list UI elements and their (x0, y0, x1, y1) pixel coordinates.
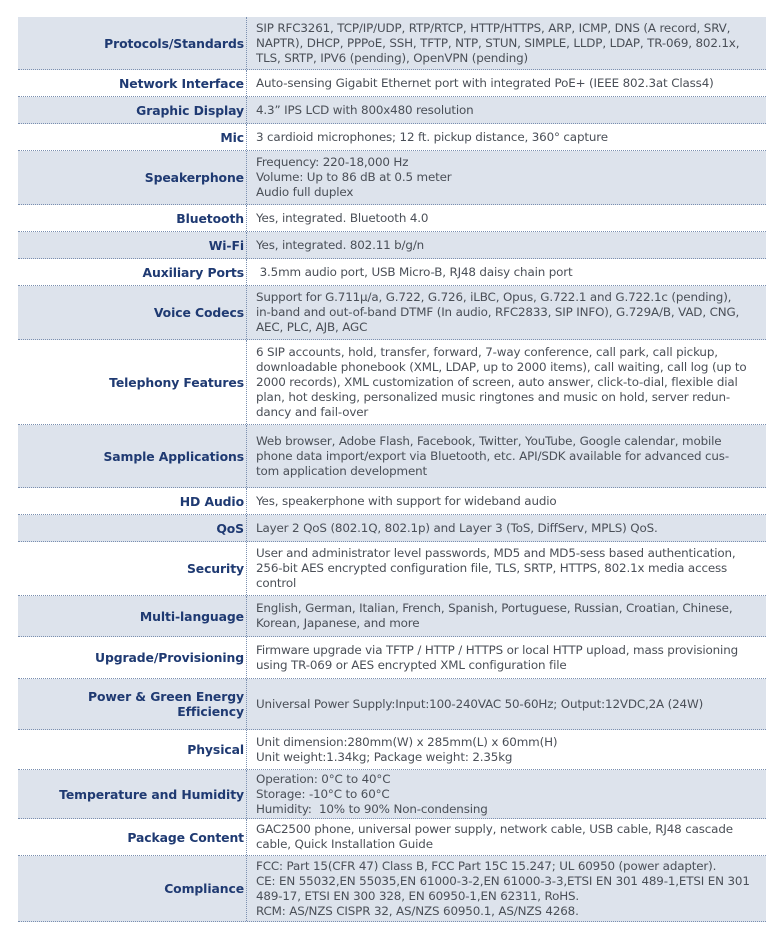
spec-value-line: 3 cardioid microphones; 12 ft. pickup distance, 360° capture (256, 129, 608, 144)
spec-row (18, 425, 766, 488)
spec-value-line: AEC, PLC, AJB, AGC (256, 320, 368, 334)
spec-value-line: Operation: 0°C to 40°C (256, 771, 391, 786)
spec-value (247, 70, 766, 96)
spec-value-line: Support for G.711µ/a, G.722, G.726, iLBC, Opus, G.722.1 and G.722.1c (pending), (256, 290, 732, 304)
spec-value-line: FCC: Part 15(CFR 47) Class B, FCC Part 15C 15.247; UL 60950 (power adapter). (256, 858, 717, 873)
spec-value-line: Unit weight:1.34kg; Package weight: 2.35kg (256, 749, 513, 764)
spec-value-line: in-band and out-of-band DTMF (In audio, RFC2833, SIP INFO), G.729A/B, VAD, CNG, (256, 305, 740, 319)
spec-value (247, 97, 766, 123)
spec-label: Protocols/Standards (18, 17, 247, 69)
spec-row (18, 856, 766, 922)
spec-row (18, 637, 766, 679)
spec-value-line: Auto-sensing Gigabit Ethernet port with integrated PoE+ (IEEE 802.3at Class4) (256, 75, 714, 90)
spec-row (18, 770, 766, 819)
spec-value-line: cable, Quick Installation Guide (256, 837, 433, 851)
spec-value (247, 286, 766, 339)
spec-value-line: tom application development (256, 463, 428, 478)
spec-label: Security (18, 542, 247, 595)
spec-row (18, 596, 766, 637)
spec-value (247, 259, 766, 285)
spec-row (18, 542, 766, 596)
spec-label: Compliance (18, 856, 247, 921)
spec-row (18, 151, 766, 205)
spec-row (18, 70, 766, 97)
spec-label: Bluetooth (18, 205, 247, 231)
spec-label: Mic (18, 124, 247, 150)
spec-value-line: control (256, 576, 297, 590)
spec-value (247, 819, 766, 855)
spec-value-line: 4.3” IPS LCD with 800x480 resolution (256, 102, 474, 117)
spec-value-line: Firmware upgrade via TFTP / HTTP / HTTPS or local HTTP upload, mass provisioning (256, 642, 738, 657)
spec-value-line: English, German, Italian, French, Spanish, Portuguese, Russian, Croatian, Chinese, (256, 601, 733, 615)
spec-table (18, 17, 766, 922)
spec-value (247, 124, 766, 150)
spec-label: Power & Green Energy Efficiency (18, 679, 247, 729)
spec-label: Auxiliary Ports (18, 259, 247, 285)
spec-value-line: Universal Power Supply:Input:100-240VAC 50-60Hz; Output:12VDC,2A (24W) (256, 696, 704, 711)
spec-value-line: User and administrator level passwords, MD5 and MD5-sess based authentication, (256, 546, 736, 560)
spec-value (247, 679, 766, 729)
spec-value-line: Humidity: 10% to 90% Non-condensing (256, 801, 488, 816)
spec-label: QoS (18, 515, 247, 541)
spec-value (247, 770, 766, 818)
spec-row (18, 488, 766, 515)
spec-value-line: CE: EN 55032,EN 55035,EN 61000-3-2,EN 61000-3-3,ETSI EN 301 489-1,ETSI EN 301 (256, 873, 750, 888)
spec-value (247, 205, 766, 231)
spec-value-line: Audio full duplex (256, 185, 354, 199)
spec-label: Wi-Fi (18, 232, 247, 258)
spec-value-line: NAPTR), DHCP, PPPoE, SSH, TFTP, NTP, STUN, SIMPLE, LLDP, LDAP, TR-069, 802.1x, (256, 35, 740, 50)
spec-row (18, 286, 766, 340)
spec-label: Network Interface (18, 70, 247, 96)
spec-value-line: TLS, SRTP, IPV6 (pending), OpenVPN (pending) (256, 50, 529, 65)
spec-row (18, 819, 766, 856)
spec-value-line: SIP RFC3261, TCP/IP/UDP, RTP/RTCP, HTTP/HTTPS, ARP, ICMP, DNS (A record, SRV, (256, 20, 731, 35)
spec-value-line: 256-bit AES encrypted configuration file, TLS, SRTP, HTTPS, 802.1x media access (256, 561, 728, 575)
spec-value (247, 856, 766, 921)
spec-row (18, 205, 766, 232)
spec-row (18, 232, 766, 259)
spec-value-line: RCM: AS/NZS CISPR 32, AS/NZS 60950.1, AS/NZS 4268. (256, 903, 579, 918)
spec-label: Speakerphone (18, 151, 247, 204)
spec-value-line: Frequency: 220-18,000 Hz (256, 155, 409, 169)
spec-value-line: Storage: -10°C to 60°C (256, 786, 390, 801)
spec-row (18, 340, 766, 425)
spec-value (247, 542, 766, 595)
spec-value-line: 489-17, ETSI EN 300 328, EN 60950-1,EN 62311, RoHS. (256, 888, 580, 903)
spec-label: Voice Codecs (18, 286, 247, 339)
spec-value-line: 3.5mm audio port, USB Micro-B, RJ48 daisy chain port (256, 264, 573, 279)
spec-label: Multi-language (18, 596, 247, 636)
spec-value (247, 232, 766, 258)
spec-value (247, 17, 766, 69)
spec-value-line: GAC2500 phone, universal power supply, network cable, USB cable, RJ48 cascade (256, 822, 733, 836)
spec-value-line: Yes, integrated. 802.11 b/g/n (256, 237, 425, 252)
spec-value (247, 340, 766, 424)
spec-value-line: Yes, integrated. Bluetooth 4.0 (256, 210, 429, 225)
spec-value (247, 637, 766, 678)
spec-value-line: phone data import/export via Bluetooth, etc. API/SDK available for advanced cus- (256, 448, 729, 463)
spec-value-line: Layer 2 QoS (802.1Q, 802.1p) and Layer 3 (ToS, DiffServ, MPLS) QoS. (256, 520, 658, 535)
spec-label: Physical (18, 730, 247, 769)
spec-label: Graphic Display (18, 97, 247, 123)
spec-row (18, 124, 766, 151)
spec-row (18, 679, 766, 730)
spec-value (247, 151, 766, 204)
spec-value-line: Unit dimension:280mm(W) x 285mm(L) x 60mm(H) (256, 734, 558, 749)
spec-value-line: plan, hot desking, personalized music ringtones and music on hold, server redun- (256, 389, 731, 404)
spec-label: Temperature and Humidity (18, 770, 247, 818)
spec-label: Package Content (18, 819, 247, 855)
spec-row (18, 515, 766, 542)
spec-label: HD Audio (18, 488, 247, 514)
spec-value-line: 2000 records), XML customization of screen, auto answer, click-to-dial, flexible dial (256, 374, 738, 389)
spec-value-line: 6 SIP accounts, hold, transfer, forward, 7-way conference, call park, call pickup, (256, 344, 718, 359)
spec-value-line: downloadable phonebook (XML, LDAP, up to 2000 items), call waiting, call log (up to (256, 359, 747, 374)
spec-label: Telephony Features (18, 340, 247, 424)
spec-value (247, 730, 766, 769)
spec-row (18, 17, 766, 70)
spec-value (247, 515, 766, 541)
spec-value-line: Korean, Japanese, and more (256, 616, 420, 630)
spec-row (18, 259, 766, 286)
spec-label: Sample Applications (18, 425, 247, 487)
spec-row (18, 97, 766, 124)
spec-value-line: Volume: Up to 86 dB at 0.5 meter (256, 170, 452, 184)
spec-value-line: dancy and fail-over (256, 404, 369, 419)
spec-value (247, 488, 766, 514)
spec-value-line: Web browser, Adobe Flash, Facebook, Twitter, YouTube, Google calendar, mobile (256, 433, 722, 448)
spec-value-line: Yes, speakerphone with support for wideband audio (256, 493, 557, 508)
spec-value (247, 596, 766, 636)
spec-value (247, 425, 766, 487)
spec-value-line: using TR-069 or AES encrypted XML configuration file (256, 657, 567, 672)
spec-label: Upgrade/Provisioning (18, 637, 247, 678)
spec-row (18, 730, 766, 770)
